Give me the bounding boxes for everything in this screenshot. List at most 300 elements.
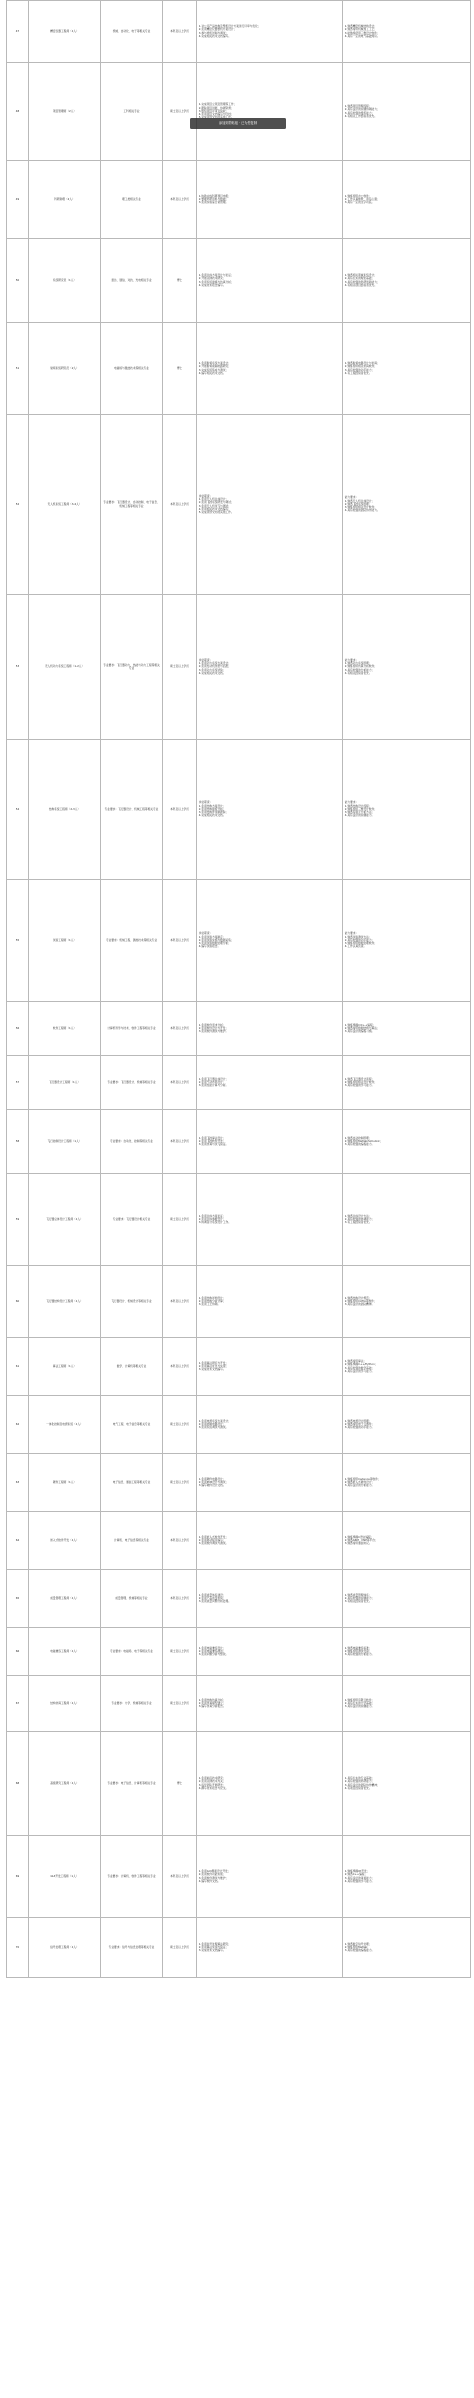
education-cell: 博士 bbox=[163, 1732, 197, 1836]
requirement-cell bbox=[343, 740, 471, 880]
duty-line: 2.负责仿真模型建立； bbox=[198, 1700, 226, 1705]
requirement-line: 能力要求： bbox=[344, 657, 359, 662]
duty-cell bbox=[197, 740, 343, 880]
duty-line: 4.完成相关技术文档编写。 bbox=[198, 33, 231, 38]
row-number-cell: 54 bbox=[7, 740, 29, 880]
duty-line: 2.负责气动布局设计； bbox=[198, 1079, 226, 1084]
requirement-line: 4.有相关经验者优先。 bbox=[344, 670, 372, 675]
requirement-cell bbox=[343, 1454, 471, 1512]
requirement-cell bbox=[343, 1056, 471, 1110]
requirement-line: 1.具有扎实的专业基础； bbox=[344, 1775, 375, 1780]
table-row bbox=[7, 63, 471, 161]
table-row bbox=[7, 1002, 471, 1056]
duty-line: 3.负责质量问题分析处理。 bbox=[198, 1599, 231, 1604]
requirement-line: 3.具有良好的分析能力。 bbox=[344, 1483, 375, 1488]
row-number-cell: 64 bbox=[7, 1512, 29, 1570]
requirement-line: 3.具有较强的学习能力。 bbox=[344, 1083, 375, 1088]
education-cell: 本科及以上学历 bbox=[163, 415, 197, 595]
education-cell: 本科及以上学历 bbox=[163, 740, 197, 880]
major-cell: 专业要求：信号与信息处理等相关专业 bbox=[101, 1918, 163, 1978]
position-cell: 射频系统研究员（2人） bbox=[29, 323, 101, 415]
requirement-line: 4.有相关项目经验者优先。 bbox=[344, 282, 377, 287]
position-cell: 一体化控制及电源系统（1人） bbox=[29, 1396, 101, 1454]
requirement-line: 3.具有良好的团队精神。 bbox=[344, 1302, 375, 1307]
requirement-cell bbox=[343, 1266, 471, 1338]
row-number-cell: 70 bbox=[7, 1918, 29, 1978]
requirement-line: 3.有工程经验者优先。 bbox=[344, 1220, 372, 1225]
table-row bbox=[7, 1918, 471, 1978]
major-cell: 质量管理、机械等相关专业 bbox=[101, 1570, 163, 1628]
row-number-cell: 68 bbox=[7, 1732, 29, 1836]
requirement-cell bbox=[343, 1110, 471, 1174]
education-cell: 本科及以上学历 bbox=[163, 161, 197, 239]
duty-line: 4.编写软件文档。 bbox=[198, 1878, 221, 1883]
requirement-line: 2.具有较强的动手能力； bbox=[344, 937, 375, 942]
education-cell: 硕士及以上学历 bbox=[163, 63, 197, 161]
requirement-line: 2.熟练使用三维设计软件； bbox=[344, 806, 377, 811]
requirement-line: 1.熟悉试验测试方法； bbox=[344, 934, 372, 939]
position-cell: 飞行器设计工程师（1人） bbox=[29, 1056, 101, 1110]
position-cell: GUI开发工程师（1人） bbox=[29, 1836, 101, 1918]
requirement-line: 1.熟悉电磁兼容标准； bbox=[344, 1645, 372, 1650]
requirement-cell bbox=[343, 1, 471, 63]
education-cell: 本科及以上学历 bbox=[163, 1, 197, 63]
duty-line: 2.整理科研资料与数据； bbox=[198, 196, 229, 201]
duty-line: 2.负责总体参数设计； bbox=[198, 1216, 226, 1221]
duty-line: 3.负责工艺协调。 bbox=[198, 1302, 221, 1307]
duty-line: 2.负责电磁兼容测试； bbox=[198, 1648, 226, 1653]
education-cell: 本科及以上学历 bbox=[163, 1512, 197, 1570]
duty-line: 3.负责系统建模与仿真分析； bbox=[198, 279, 234, 284]
requirement-line: 3.熟悉有限元分析方法； bbox=[344, 810, 375, 815]
duty-line: 1.负责总体方案设计与论证； bbox=[198, 272, 234, 277]
requirement-line: 1.熟悉相关领域系统设计； bbox=[344, 272, 377, 277]
requirement-cell bbox=[343, 161, 471, 239]
duty-line: 1.完成项目立项及管理等工作； bbox=[198, 102, 237, 107]
requirement-line: 4.具有良好的学习能力。 bbox=[344, 1368, 375, 1373]
table-row bbox=[7, 1570, 471, 1628]
row-number-cell: 47 bbox=[7, 1, 29, 63]
position-cell: 项目管理师（2人） bbox=[29, 63, 101, 161]
duty-cell bbox=[197, 1732, 343, 1836]
major-cell: 电气工程、电子信息等相关专业 bbox=[101, 1396, 163, 1454]
requirement-line: 2.熟练使用Matlab/Simulink； bbox=[344, 1138, 383, 1143]
requirement-line: 4.具有较强的学习能力。 bbox=[344, 1878, 375, 1883]
education-cell: 硕士及以上学历 bbox=[163, 1396, 197, 1454]
requirement-cell bbox=[343, 1002, 471, 1056]
requirement-line: 2.熟练使用相关设计软件； bbox=[344, 1079, 377, 1084]
requirement-line: 3.熟练使用相关设计软件； bbox=[344, 505, 377, 510]
table-row bbox=[7, 1266, 471, 1338]
requirement-line: 2.熟悉飞控系统原理； bbox=[344, 501, 372, 506]
duty-line: 1.负责硬件电路设计； bbox=[198, 1476, 226, 1481]
requirement-line: 3.具有较强的数学基础； bbox=[344, 1365, 375, 1370]
duty-line: 3.负责软件测试与维护； bbox=[198, 1875, 229, 1880]
duty-cell bbox=[197, 415, 343, 595]
table-row bbox=[7, 740, 471, 880]
requirement-cell bbox=[343, 1628, 471, 1676]
requirement-line: 1.熟悉数字信号处理； bbox=[344, 1941, 372, 1946]
position-cell: 结构系统工程师（2-3人） bbox=[29, 740, 101, 880]
education-cell: 本科及以上学历 bbox=[163, 1836, 197, 1918]
requirement-line: 3.熟悉常用通信协议。 bbox=[344, 1541, 372, 1546]
requirement-line: 3.具有较强的编程能力。 bbox=[344, 1142, 375, 1147]
duty-cell bbox=[197, 1174, 343, 1266]
duty-line: 1.负责电源系统方案设计； bbox=[198, 1418, 231, 1423]
table-row bbox=[7, 1732, 471, 1836]
table-row bbox=[7, 1396, 471, 1454]
position-cell: 电磁兼容工程师（1人） bbox=[29, 1628, 101, 1676]
requirement-line: 1.熟悉常用算法； bbox=[344, 1358, 367, 1363]
duty-line: 3.负责仿真与试飞验证。 bbox=[198, 1142, 229, 1147]
requirement-cell bbox=[343, 1396, 471, 1454]
requirement-line: 2.熟悉常用机械加工工艺； bbox=[344, 27, 377, 32]
major-cell: 专业要求：飞行器设计相关专业 bbox=[101, 1174, 163, 1266]
requirement-cell bbox=[343, 1570, 471, 1628]
duty-line: 3.编写硬件设计文档。 bbox=[198, 1483, 226, 1488]
row-number-cell: 48 bbox=[7, 63, 29, 161]
major-cell: 机械、自动化、电子等相关专业 bbox=[101, 1, 163, 63]
education-cell: 本科及以上学历 bbox=[163, 1110, 197, 1174]
table-row bbox=[7, 1454, 471, 1512]
major-cell: 计算机科学与技术、软件工程等相关专业 bbox=[101, 1002, 163, 1056]
position-cell: 软件工程师（1人） bbox=[29, 1002, 101, 1056]
education-cell: 硕士及以上学历 bbox=[163, 595, 197, 740]
duty-cell bbox=[197, 323, 343, 415]
requirement-line: 1.熟悉结构设计流程； bbox=[344, 803, 372, 808]
requirement-line: 3.具有一定的文字功底。 bbox=[344, 200, 375, 205]
duty-line: 2.负责软件功能实现； bbox=[198, 1872, 226, 1877]
requirement-line: 2.熟练掌握C++/Python； bbox=[344, 1362, 378, 1367]
duty-line: 岗位职责： bbox=[198, 931, 213, 936]
requirement-line: 4.具有一定的电气基础知识。 bbox=[344, 33, 380, 38]
education-cell: 硕士及以上学历 bbox=[163, 1454, 197, 1512]
position-cell: 精密仪器工程师（1人） bbox=[29, 1, 101, 63]
duty-line: 2.负责产品质量检验； bbox=[198, 1595, 226, 1600]
duty-line: 2.负责结构强度分析； bbox=[198, 806, 226, 811]
requirement-line: 3.具有较强的动手能力。 bbox=[344, 1425, 375, 1430]
duty-line: 4.撰写技术报告与论文。 bbox=[198, 1785, 229, 1790]
row-number-cell: 59 bbox=[7, 1174, 29, 1266]
duty-cell bbox=[197, 1110, 343, 1174]
requirement-line: 3.具有良好的团队协作精神； bbox=[344, 1782, 380, 1787]
row-number-cell: 53 bbox=[7, 595, 29, 740]
education-cell: 博士 bbox=[163, 323, 197, 415]
education-cell: 本科及以上学历 bbox=[163, 1002, 197, 1056]
duty-line: 4.编写试验报告。 bbox=[198, 944, 221, 949]
requirement-cell bbox=[343, 1512, 471, 1570]
duty-line: 2.负责试验实施与数据采集； bbox=[198, 937, 234, 942]
education-cell: 硕士及以上学历 bbox=[163, 1174, 197, 1266]
row-number-cell: 62 bbox=[7, 1396, 29, 1454]
duty-line: 2.开展射频前端电路研究； bbox=[198, 364, 231, 369]
position-cell: 飞行器总体设计工程师（1人） bbox=[29, 1174, 101, 1266]
table-row bbox=[7, 880, 471, 1002]
major-cell: 专业要求：飞行器设计、自动控制、电子信息、机械工程等相关专业 bbox=[101, 415, 163, 595]
requirement-line: 1.熟悉结构设计规范； bbox=[344, 1295, 372, 1300]
duty-cell bbox=[197, 1396, 343, 1454]
duty-line: 3.完成技术文档编写。 bbox=[198, 1948, 226, 1953]
row-number-cell: 61 bbox=[7, 1338, 29, 1396]
requirement-cell bbox=[343, 239, 471, 323]
requirement-line: 1.熟练使用Cadence等软件； bbox=[344, 1476, 381, 1481]
duty-line: 4.编写相关技术文档。 bbox=[198, 370, 226, 375]
requirement-line: 3.有相关经验者优先。 bbox=[344, 1599, 372, 1604]
table-row bbox=[7, 1056, 471, 1110]
duty-line: 1.对公司产品结构及整机设计方案进行评审与优化； bbox=[198, 23, 261, 28]
duty-line: 1.负责总体方案论证； bbox=[198, 1213, 226, 1218]
duty-line: 岗位职责： bbox=[198, 800, 213, 805]
duty-line: 1.负责射频系统方案设计； bbox=[198, 360, 231, 365]
row-number-cell: 67 bbox=[7, 1676, 29, 1732]
requirement-line: 2.熟悉嵌入式硬件设计； bbox=[344, 1479, 375, 1484]
duty-line: 4.完成技术报告编写。 bbox=[198, 282, 226, 287]
duty-line: 3.负责试验数据处理分析； bbox=[198, 941, 231, 946]
row-number-cell: 52 bbox=[7, 415, 29, 595]
major-cell: 雷达、通信、对抗、光电相关专业 bbox=[101, 239, 163, 323]
duty-line: 3.负责实验室日常管理。 bbox=[198, 200, 229, 205]
requirement-line: 3.具有较强的组织能力； bbox=[344, 110, 375, 115]
requirement-line: 3.具有较强的动手能力； bbox=[344, 367, 375, 372]
duty-line: 5.完成领导交办的其他工作。 bbox=[198, 510, 234, 515]
requirement-line: 3.熟练使用数据处理软件； bbox=[344, 941, 377, 946]
row-number-cell: 50 bbox=[7, 239, 29, 323]
position-cell: 科研助理（2人） bbox=[29, 161, 101, 239]
duty-line: 2.负责PCB设计与调试； bbox=[198, 1479, 229, 1484]
requirement-line: 2.具有较强的科研能力； bbox=[344, 1779, 375, 1784]
requirement-line: 2.熟悉ARM、DSP等平台； bbox=[344, 1537, 378, 1542]
duty-cell bbox=[197, 1266, 343, 1338]
row-number-cell: 58 bbox=[7, 1110, 29, 1174]
requirement-cell bbox=[343, 880, 471, 1002]
requirement-line: 4.有工程经验者优先。 bbox=[344, 370, 372, 375]
duty-line: 3.负责问题分析与整改。 bbox=[198, 1652, 229, 1657]
duty-line: 3.负责动力系统试验； bbox=[198, 667, 226, 672]
table-row bbox=[7, 1, 471, 63]
duty-line: 1.负责电磁兼容设计； bbox=[198, 1645, 226, 1650]
major-cell: 专业要求：飞行器动力、热能与动力工程等相关专业 bbox=[101, 595, 163, 740]
requirement-line: 3.具有较强的分析能力； bbox=[344, 667, 375, 672]
education-cell: 本科及以上学历 bbox=[163, 1570, 197, 1628]
duty-line: 1.负责算法研究与开发； bbox=[198, 1360, 229, 1365]
duty-line: 4.完成相关技术文档。 bbox=[198, 813, 226, 818]
duty-line: 3.负责无人机试飞与测试； bbox=[198, 503, 231, 508]
duty-line: 3.完成技术文档编写。 bbox=[198, 1367, 226, 1372]
position-cell: 系统研究员（1人） bbox=[29, 239, 101, 323]
table-row bbox=[7, 323, 471, 415]
table-row bbox=[7, 239, 471, 323]
major-cell: 飞行器设计、机械设计等相关专业 bbox=[101, 1266, 163, 1338]
requirement-cell bbox=[343, 1676, 471, 1732]
row-number-cell: 57 bbox=[7, 1056, 29, 1110]
requirement-cell bbox=[343, 1174, 471, 1266]
position-cell: 质量管理工程师（1人） bbox=[29, 1570, 101, 1628]
requirement-line: 3.具有良好的审美能力； bbox=[344, 1875, 375, 1880]
education-cell: 硕士及以上学历 bbox=[163, 1628, 197, 1676]
duty-line: 3.指导团队开展研发； bbox=[198, 1782, 226, 1787]
row-number-cell: 51 bbox=[7, 323, 29, 415]
duty-line: 2.跟踪项目进展，协调资源； bbox=[198, 105, 234, 110]
requirement-line: 3.具有良好的编程习惯。 bbox=[344, 1029, 375, 1034]
row-number-cell: 63 bbox=[7, 1454, 29, 1512]
duty-line: 1.负责飞控算法设计； bbox=[198, 1135, 226, 1140]
major-cell: 专业要求：飞行器设计、机械工程等相关专业 bbox=[101, 740, 163, 880]
position-cell: 试验工程师（1人） bbox=[29, 880, 101, 1002]
duty-line: 2.负责结构分析计算； bbox=[198, 1298, 226, 1303]
requirement-line: 1.熟练使用有限元软件； bbox=[344, 1697, 375, 1702]
major-cell: 专业要求：自动化、控制等相关专业 bbox=[101, 1110, 163, 1174]
requirement-line: 3.具有较强的分析能力。 bbox=[344, 1652, 375, 1657]
requirement-line: 1.熟练掌握C语言编程； bbox=[344, 1534, 374, 1539]
duty-line: 3.参与样机试制与调试； bbox=[198, 30, 229, 35]
duty-line: 3.负责性能计算与分析。 bbox=[198, 1083, 229, 1088]
major-cell: 数学、计算机等相关专业 bbox=[101, 1338, 163, 1396]
requirement-cell bbox=[343, 1918, 471, 1978]
requirement-line: 1.熟练使用办公软件； bbox=[344, 193, 372, 198]
row-number-cell: 69 bbox=[7, 1836, 29, 1918]
duty-line: 2.负责发动机选型与匹配； bbox=[198, 664, 231, 669]
requirement-line: 4.具有较强的团队协作能力。 bbox=[344, 508, 380, 513]
education-cell: 本科及以上学历 bbox=[163, 880, 197, 1002]
requirement-cell bbox=[343, 1338, 471, 1396]
requirement-line: 2.熟悉常用电子元器件； bbox=[344, 1421, 375, 1426]
duty-line: 1.负责结构仿真分析； bbox=[198, 1697, 226, 1702]
requirement-cell bbox=[343, 63, 471, 161]
duty-line: 3.负责软件测试与维护。 bbox=[198, 1029, 229, 1034]
table-row bbox=[7, 1174, 471, 1266]
duty-line: 岗位职责： bbox=[198, 657, 213, 662]
table-row bbox=[7, 1628, 471, 1676]
duty-line: 1.负责飞行器总体设计； bbox=[198, 1076, 229, 1081]
row-number-cell: 66 bbox=[7, 1628, 29, 1676]
requirement-line: 能力要求： bbox=[344, 495, 359, 500]
education-cell: 本科及以上学历 bbox=[163, 1338, 197, 1396]
duty-cell bbox=[197, 1918, 343, 1978]
duty-line: 2.开展关键技术研究； bbox=[198, 276, 226, 281]
duty-cell bbox=[197, 880, 343, 1002]
requirement-line: 3.能熟练使用三维设计软件； bbox=[344, 30, 380, 35]
requirement-line: 2.熟练使用仿真分析软件； bbox=[344, 664, 377, 669]
requirement-line: 1.熟悉飞行器设计流程； bbox=[344, 1076, 375, 1081]
duty-line: 3.编写仿真分析报告。 bbox=[198, 1704, 226, 1709]
duty-line: 1.负责信号处理算法研究； bbox=[198, 1941, 231, 1946]
duty-cell bbox=[197, 1628, 343, 1676]
major-cell: 专业要求：电磁场、电子等相关专业 bbox=[101, 1628, 163, 1676]
major-cell: 专业要求：飞行器设计、机械等相关专业 bbox=[101, 1056, 163, 1110]
requirement-line: 2.具有良好的沟通协调能力； bbox=[344, 107, 380, 112]
duty-line: 3.负责系统调试与测试。 bbox=[198, 1425, 229, 1430]
duty-line: 2.负责驱动程序编写； bbox=[198, 1537, 226, 1542]
copy-tooltip: 添加到剪贴板 · 已为您复制 bbox=[190, 118, 286, 129]
position-cell: 信号处理工程师（1人） bbox=[29, 1918, 101, 1978]
education-cell: 硕士及以上学历 bbox=[163, 1918, 197, 1978]
major-cell: 电磁场与微波技术等相关专业 bbox=[101, 323, 163, 415]
requirement-line: 3.具有较强的编程能力。 bbox=[344, 1948, 375, 1953]
duty-cell bbox=[197, 1676, 343, 1732]
duty-line: 2.负责精密仪器整机方案设计； bbox=[198, 27, 237, 32]
duty-line: 3.负责结构件试制跟踪； bbox=[198, 810, 229, 815]
duty-line: 1.协助完成科研项目申报； bbox=[198, 193, 231, 198]
education-cell: 博士 bbox=[163, 239, 197, 323]
table-row bbox=[7, 161, 471, 239]
requirement-line: 2.熟练使用CATIA等软件； bbox=[344, 1298, 377, 1303]
duty-cell bbox=[197, 1570, 343, 1628]
duty-line: 1.负责前沿技术研究； bbox=[198, 1775, 226, 1780]
row-number-cell: 55 bbox=[7, 880, 29, 1002]
requirement-line: 2.具有扎实的理论基础； bbox=[344, 276, 375, 281]
duty-line: 1.负责无人机总体设计； bbox=[198, 496, 229, 501]
major-cell: 专业要求：机械工程、测控技术等相关专业 bbox=[101, 880, 163, 1002]
duty-line: 2.负责飞控系统研发与调试； bbox=[198, 500, 234, 505]
duty-cell bbox=[197, 1, 343, 63]
duty-line: 1.负责嵌入式软件开发； bbox=[198, 1534, 229, 1539]
table-row bbox=[7, 1676, 471, 1732]
position-cell: 结构仿真工程师（1人） bbox=[29, 1676, 101, 1732]
duty-cell bbox=[197, 161, 343, 239]
requirement-line: 1.熟练掌握C/C++编程； bbox=[344, 1022, 376, 1027]
requirement-line: 3.具有良好的沟通能力。 bbox=[344, 1704, 375, 1709]
major-cell: 专业要求：电子信息、计算机等相关专业 bbox=[101, 1732, 163, 1836]
duty-line: 1.负责软件需求分析； bbox=[198, 1022, 226, 1027]
education-cell: 本科及以上学历 bbox=[163, 1266, 197, 1338]
table-row bbox=[7, 1110, 471, 1174]
education-cell: 本科及以上学历 bbox=[163, 1056, 197, 1110]
duty-line: 1.负责动力系统方案设计； bbox=[198, 661, 231, 666]
requirement-line: 2.熟悉C++编程； bbox=[344, 1872, 368, 1877]
position-cell: 无人机动力系统工程师（1-2人） bbox=[29, 595, 101, 740]
education-cell: 硕士及以上学历 bbox=[163, 1676, 197, 1732]
major-cell: 电子信息、通信工程等相关专业 bbox=[101, 1454, 163, 1512]
requirement-line: 1.熟悉电源设计原理； bbox=[344, 1418, 372, 1423]
requirement-line: 1.熟练掌握Qt开发； bbox=[344, 1868, 370, 1873]
requirement-line: 2.熟练使用测试设备； bbox=[344, 1648, 372, 1653]
position-cell: 无人机系统工程师（3-4人） bbox=[29, 415, 101, 595]
major-cell: 专业要求：力学、机械等相关专业 bbox=[101, 1676, 163, 1732]
duty-line: 2.负责软件设计与开发； bbox=[198, 1025, 229, 1030]
duty-line: 1.负责结构详细设计； bbox=[198, 1295, 226, 1300]
requirement-line: 2.具有扎实的力学基础； bbox=[344, 1700, 375, 1705]
position-cell: 嵌入式软件开发（1人） bbox=[29, 1512, 101, 1570]
duty-line: 1.负责质量体系建设； bbox=[198, 1592, 226, 1597]
requirement-cell bbox=[343, 595, 471, 740]
duty-cell bbox=[197, 595, 343, 740]
position-cell: 飞行控制设计工程师（1人） bbox=[29, 1110, 101, 1174]
requirement-cell bbox=[343, 1732, 471, 1836]
requirement-line: 1.熟悉无人机总体设计； bbox=[344, 498, 375, 503]
table-row bbox=[7, 595, 471, 740]
requirement-line: 2.具有较强的沟通能力； bbox=[344, 1595, 375, 1600]
duty-line: 4.负责项目文档编写与归档； bbox=[198, 112, 234, 117]
row-number-cell: 65 bbox=[7, 1570, 29, 1628]
duty-line: 1.负责GUI界面设计开发； bbox=[198, 1868, 231, 1873]
requirement-line: 1.熟悉总体设计方法； bbox=[344, 1213, 372, 1218]
requirement-line: 3.具有较强的科研创新能力； bbox=[344, 279, 380, 284]
duty-cell bbox=[197, 239, 343, 323]
duty-cell bbox=[197, 1836, 343, 1918]
row-number-cell: 49 bbox=[7, 161, 29, 239]
requirement-line: 4.具有良好的沟通能力。 bbox=[344, 813, 375, 818]
position-cell: 高级研究工程师（1人） bbox=[29, 1732, 101, 1836]
position-cell: 算法工程师（1人） bbox=[29, 1338, 101, 1396]
requirement-line: 4.有项目经验者优先。 bbox=[344, 1785, 372, 1790]
table-row bbox=[7, 415, 471, 595]
duty-cell bbox=[197, 1056, 343, 1110]
requirement-line: 2.工作认真细致，责任心强； bbox=[344, 196, 380, 201]
requirement-line: 4.工作认真负责。 bbox=[344, 944, 367, 949]
requirement-line: 2.熟练使用Matlab； bbox=[344, 1944, 370, 1949]
major-cell: 专业要求：计算机、软件工程等相关专业 bbox=[101, 1836, 163, 1918]
requirement-line: 能力要求： bbox=[344, 800, 359, 805]
